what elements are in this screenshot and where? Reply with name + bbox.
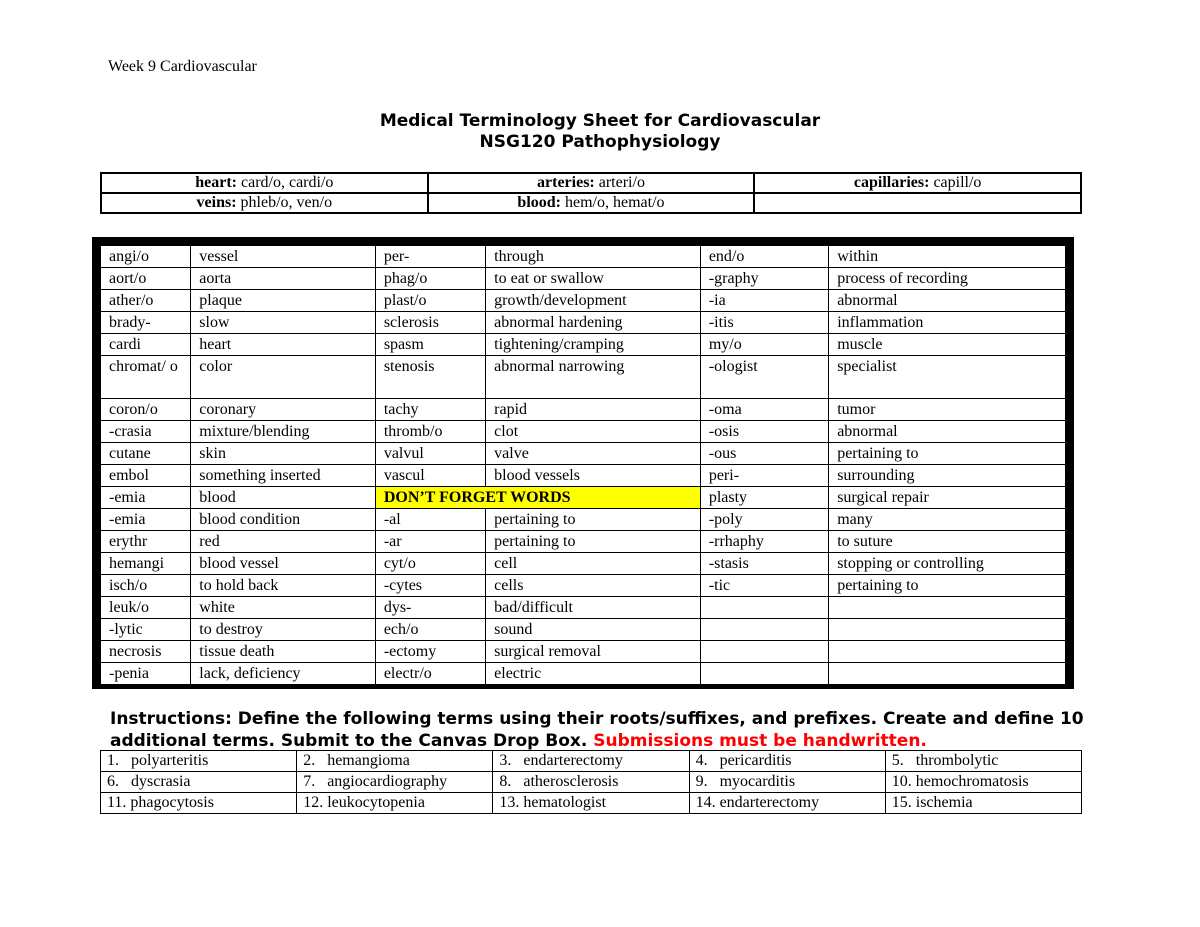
meaning-cell: within xyxy=(829,246,1066,268)
table-row xyxy=(101,553,1066,575)
meaning-cell: mixture/blending xyxy=(191,421,376,443)
meaning-cell: muscle xyxy=(829,334,1066,356)
term-cell: -penia xyxy=(101,663,191,685)
term-cell: erythr xyxy=(101,531,191,553)
term-cell: tachy xyxy=(375,399,485,421)
meaning-cell: abnormal xyxy=(829,290,1066,312)
meaning-cell: abnormal hardening xyxy=(486,312,701,334)
table-row xyxy=(101,290,1066,312)
exercise-term: 5. thrombolytic xyxy=(885,751,1081,772)
exercise-term: 11. phagocytosis xyxy=(101,793,297,814)
exercise-term: 13. hematologist xyxy=(493,793,689,814)
exercise-term: 2. hemangioma xyxy=(297,751,493,772)
term-cell: dys- xyxy=(375,597,485,619)
term-cell: phag/o xyxy=(375,268,485,290)
roots-cell xyxy=(101,173,428,193)
root-value: arteri/o xyxy=(594,174,645,191)
term-cell: -itis xyxy=(700,312,828,334)
term-cell: -cytes xyxy=(375,575,485,597)
exercise-term: 12. leukocytopenia xyxy=(297,793,493,814)
term-cell: isch/o xyxy=(101,575,191,597)
root-label: heart: xyxy=(195,174,237,191)
table-row xyxy=(101,334,1066,356)
term-cell: coron/o xyxy=(101,399,191,421)
table-row xyxy=(101,751,1082,772)
term-cell: thromb/o xyxy=(375,421,485,443)
meaning-cell: coronary xyxy=(191,399,376,421)
instructions xyxy=(110,708,1100,752)
table-row xyxy=(101,772,1082,793)
meaning-cell: cell xyxy=(486,553,701,575)
table-row xyxy=(101,268,1066,290)
meaning-cell: tumor xyxy=(829,399,1066,421)
roots-cell xyxy=(754,193,1081,213)
meaning-cell: lack, deficiency xyxy=(191,663,376,685)
meaning-cell: blood vessel xyxy=(191,553,376,575)
meaning-cell: skin xyxy=(191,443,376,465)
roots-table xyxy=(100,172,1082,214)
term-cell: cardi xyxy=(101,334,191,356)
table-row xyxy=(101,531,1066,553)
term-cell: sclerosis xyxy=(375,312,485,334)
exercise-term: 1. polyarteritis xyxy=(101,751,297,772)
table-row xyxy=(101,597,1066,619)
meaning-cell: growth/development xyxy=(486,290,701,312)
term-cell: spasm xyxy=(375,334,485,356)
exercise-terms-table xyxy=(100,750,1082,814)
term-cell: -emia xyxy=(101,509,191,531)
table-row xyxy=(101,575,1066,597)
term-cell: -al xyxy=(375,509,485,531)
term-cell: hemangi xyxy=(101,553,191,575)
meaning-cell: to eat or swallow xyxy=(486,268,701,290)
term-cell: electr/o xyxy=(375,663,485,685)
meaning-cell: specialist xyxy=(829,356,1066,399)
term-cell: -ar xyxy=(375,531,485,553)
meaning-cell: tissue death xyxy=(191,641,376,663)
meaning-cell: inflammation xyxy=(829,312,1066,334)
term-cell: -crasia xyxy=(101,421,191,443)
meaning-cell: aorta xyxy=(191,268,376,290)
term-cell: aort/o xyxy=(101,268,191,290)
roots-row xyxy=(101,193,1081,213)
term-cell: -ectomy xyxy=(375,641,485,663)
meaning-cell: surrounding xyxy=(829,465,1066,487)
meaning-cell: abnormal xyxy=(829,421,1066,443)
exercise-term: 7. angiocardiography xyxy=(297,772,493,793)
meaning-cell: electric xyxy=(486,663,701,685)
table-row xyxy=(101,619,1066,641)
meaning-cell: cells xyxy=(486,575,701,597)
meaning-cell: to suture xyxy=(829,531,1066,553)
term-cell: -stasis xyxy=(700,553,828,575)
meaning-cell: through xyxy=(486,246,701,268)
meaning-cell xyxy=(829,641,1066,663)
term-cell: -emia xyxy=(101,487,191,509)
table-row xyxy=(101,312,1066,334)
meaning-cell: valve xyxy=(486,443,701,465)
term-cell xyxy=(700,597,828,619)
exercise-term: 8. atherosclerosis xyxy=(493,772,689,793)
terminology-table-frame xyxy=(92,237,1074,689)
meaning-cell xyxy=(829,597,1066,619)
meaning-cell: color xyxy=(191,356,376,399)
meaning-cell: to destroy xyxy=(191,619,376,641)
root-label: arteries: xyxy=(537,174,595,191)
exercise-term: 15. ischemia xyxy=(885,793,1081,814)
table-row xyxy=(101,641,1066,663)
table-row xyxy=(101,246,1066,268)
meaning-cell: pertaining to xyxy=(486,509,701,531)
meaning-cell: plaque xyxy=(191,290,376,312)
term-cell: cyt/o xyxy=(375,553,485,575)
meaning-cell: surgical removal xyxy=(486,641,701,663)
meaning-cell: abnormal narrowing xyxy=(486,356,701,399)
exercise-term: 6. dyscrasia xyxy=(101,772,297,793)
exercise-term: 14. endarterectomy xyxy=(689,793,885,814)
meaning-cell: blood xyxy=(191,487,376,509)
meaning-cell: rapid xyxy=(486,399,701,421)
table-row xyxy=(101,356,1066,399)
exercise-term: 10. hemochromatosis xyxy=(885,772,1081,793)
table-row xyxy=(101,399,1066,421)
meaning-cell: surgical repair xyxy=(829,487,1066,509)
term-cell: -oma xyxy=(700,399,828,421)
meaning-cell: to hold back xyxy=(191,575,376,597)
meaning-cell: something inserted xyxy=(191,465,376,487)
term-cell: peri- xyxy=(700,465,828,487)
term-cell xyxy=(700,619,828,641)
document-subtitle: NSG120 Pathophysiology xyxy=(479,132,721,152)
term-cell: -osis xyxy=(700,421,828,443)
term-cell: ather/o xyxy=(101,290,191,312)
term-cell: chromat/ o xyxy=(101,356,191,399)
meaning-cell: blood condition xyxy=(191,509,376,531)
meaning-cell: pertaining to xyxy=(486,531,701,553)
meaning-cell: pertaining to xyxy=(829,575,1066,597)
term-cell: brady- xyxy=(101,312,191,334)
term-cell: leuk/o xyxy=(101,597,191,619)
instructions-text: Instructions: Define the following terms using their roots/suffixes, and prefixes. Create and define 10 additional terms. Submit to the Canvas Drop Box. xyxy=(110,709,1084,751)
meaning-cell: vessel xyxy=(191,246,376,268)
meaning-cell: clot xyxy=(486,421,701,443)
root-label: veins: xyxy=(196,194,237,211)
meaning-cell: slow xyxy=(191,312,376,334)
term-cell: plasty xyxy=(700,487,828,509)
document-header: Week 9 Cardiovascular xyxy=(108,58,257,75)
term-cell: valvul xyxy=(375,443,485,465)
meaning-cell: sound xyxy=(486,619,701,641)
term-cell: per- xyxy=(375,246,485,268)
term-cell xyxy=(700,641,828,663)
term-cell: ech/o xyxy=(375,619,485,641)
term-cell: embol xyxy=(101,465,191,487)
term-cell: necrosis xyxy=(101,641,191,663)
instructions-warning: Submissions must be handwritten. xyxy=(593,731,927,751)
root-label: blood: xyxy=(517,194,561,211)
term-cell: -graphy xyxy=(700,268,828,290)
highlight-banner: DON’T FORGET WORDS xyxy=(375,487,700,509)
term-cell: -ous xyxy=(700,443,828,465)
table-row xyxy=(101,487,1066,509)
term-cell: -lytic xyxy=(101,619,191,641)
term-cell: end/o xyxy=(700,246,828,268)
term-cell: -poly xyxy=(700,509,828,531)
roots-cell xyxy=(428,193,755,213)
table-row xyxy=(101,793,1082,814)
table-row xyxy=(101,443,1066,465)
roots-cell xyxy=(101,193,428,213)
term-cell xyxy=(700,663,828,685)
exercise-term: 3. endarterectomy xyxy=(493,751,689,772)
term-cell: vascul xyxy=(375,465,485,487)
meaning-cell: pertaining to xyxy=(829,443,1066,465)
meaning-cell: stopping or controlling xyxy=(829,553,1066,575)
meaning-cell: white xyxy=(191,597,376,619)
roots-cell xyxy=(754,173,1081,193)
meaning-cell: heart xyxy=(191,334,376,356)
root-value: phleb/o, ven/o xyxy=(236,194,333,211)
roots-row xyxy=(101,173,1081,193)
term-cell: -rrhaphy xyxy=(700,531,828,553)
meaning-cell: red xyxy=(191,531,376,553)
exercise-term: 4. pericarditis xyxy=(689,751,885,772)
meaning-cell: process of recording xyxy=(829,268,1066,290)
meaning-cell: bad/difficult xyxy=(486,597,701,619)
meaning-cell: blood vessels xyxy=(486,465,701,487)
term-cell: -ologist xyxy=(700,356,828,399)
meaning-cell: tightening/cramping xyxy=(486,334,701,356)
exercise-term: 9. myocarditis xyxy=(689,772,885,793)
table-row xyxy=(101,663,1066,685)
meaning-cell xyxy=(829,619,1066,641)
meaning-cell: many xyxy=(829,509,1066,531)
root-label: capillaries: xyxy=(853,174,930,191)
roots-cell xyxy=(428,173,755,193)
root-value: capill/o xyxy=(929,174,982,191)
root-value: card/o, cardi/o xyxy=(237,174,334,191)
table-row xyxy=(101,465,1066,487)
term-cell: cutane xyxy=(101,443,191,465)
document-title: Medical Terminology Sheet for Cardiovascular xyxy=(379,111,821,131)
root-value: hem/o, hemat/o xyxy=(561,194,665,211)
term-cell: plast/o xyxy=(375,290,485,312)
terminology-table xyxy=(100,245,1066,685)
term-cell: stenosis xyxy=(375,356,485,399)
meaning-cell xyxy=(829,663,1066,685)
term-cell: -tic xyxy=(700,575,828,597)
table-row xyxy=(101,509,1066,531)
term-cell: -ia xyxy=(700,290,828,312)
term-cell: my/o xyxy=(700,334,828,356)
term-cell: angi/o xyxy=(101,246,191,268)
table-row xyxy=(101,421,1066,443)
